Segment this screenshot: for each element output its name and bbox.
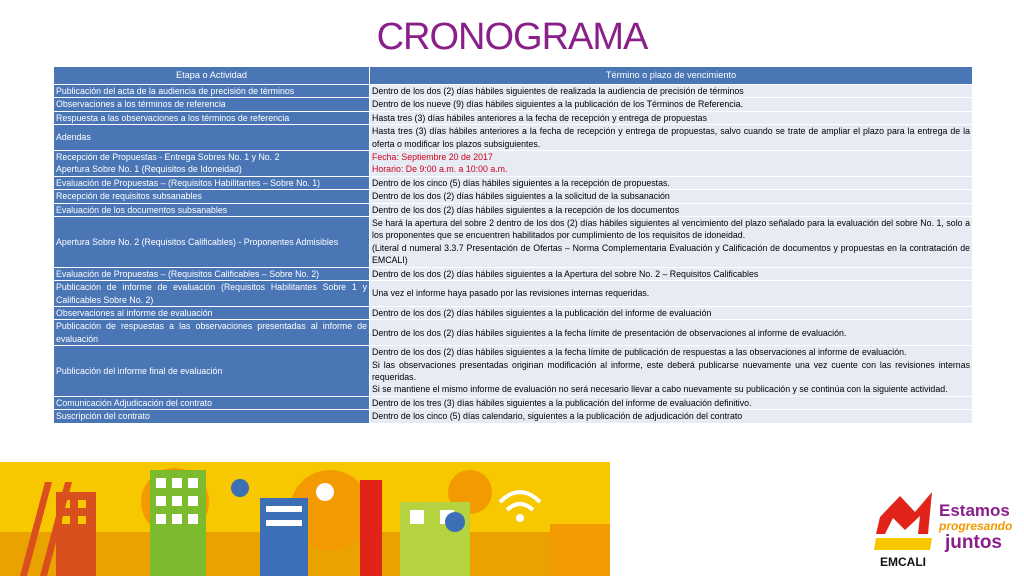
activity-text: Evaluación de Propuestas – (Requisitos Habilitantes – Sobre No. 1) bbox=[56, 177, 321, 188]
tagline-line3: juntos bbox=[945, 532, 1002, 553]
activity-text: Publicación de informe de evaluación (Requisitos Habilitantes Sobre 1 y Calificables Sobre No. 2) bbox=[56, 282, 367, 305]
table-row bbox=[54, 85, 973, 98]
footer-illustration bbox=[0, 462, 1024, 576]
term-text: Hasta tres (3) días hábiles anteriores a la fecha de recepción y entrega de propuestas bbox=[372, 112, 707, 123]
term-text: (Literal d numeral 3.3.7 Presentación de Ofertas – Norma Complementaria Evaluación y Calificación de documentos y propuestas en la contratación de EMCALI) bbox=[372, 242, 970, 266]
activity-text: Adendas bbox=[56, 132, 91, 143]
term-cell bbox=[370, 396, 973, 409]
page-title: CRONOGRAMA bbox=[376, 16, 648, 58]
table-row bbox=[54, 267, 973, 280]
activity-text: Publicación del acta de la audiencia de precisión de términos bbox=[56, 86, 295, 96]
term-cell bbox=[370, 85, 973, 98]
activity-cell bbox=[54, 111, 370, 124]
term-cell bbox=[370, 281, 973, 307]
activity-cell bbox=[54, 281, 370, 307]
term-text: Dentro de los dos (2) días hábiles siguientes a la Apertura del sobre No. 2 – Requisitos Calificables bbox=[372, 268, 759, 279]
activity-text: Recepción de Propuestas - Entrega Sobres No. 1 y No. 2 bbox=[56, 152, 280, 163]
logo-text: EMCALI bbox=[880, 555, 926, 569]
term-cell bbox=[370, 98, 973, 111]
term-text: Dentro de los cinco (5) días calendario, siguientes a la publicación de adjudicación del contrato bbox=[372, 411, 743, 422]
table-row bbox=[54, 203, 973, 216]
term-text: Dentro de los dos (2) días hábiles siguientes a la fecha límite de publicación de respuestas a las observaciones al informe de evaluación. bbox=[372, 347, 907, 358]
term-text: Dentro de los dos (2) días hábiles siguientes a la solicitud de la subsanación bbox=[372, 191, 670, 202]
term-text: Dentro de los dos (2) días hábiles siguientes a la recepción de los documentos bbox=[372, 204, 680, 215]
term-cell bbox=[370, 320, 973, 346]
term-text: Si se mantiene el mismo informe de evaluación no será necesario llevar a cabo nuevamente su publicación y se continúa con la siguiente actividad. bbox=[372, 384, 948, 395]
term-cell bbox=[370, 125, 973, 151]
activity-cell bbox=[54, 346, 370, 397]
term-text: Si las observaciones presentadas originan modificación al informe, este deberá publicarse nuevamente una vez cuente con las revisiones internas requeridas. bbox=[372, 359, 970, 382]
activity-text: Apertura Sobre No. 2 (Requisitos Calificables) - Proponentes Admisibles bbox=[56, 236, 339, 247]
table-row bbox=[54, 320, 973, 346]
table-row bbox=[54, 190, 973, 203]
activity-cell bbox=[54, 85, 370, 98]
term-cell bbox=[370, 306, 973, 319]
term-cell bbox=[370, 190, 973, 203]
table-row bbox=[54, 98, 973, 111]
activity-cell bbox=[54, 151, 370, 177]
activity-cell bbox=[54, 267, 370, 280]
term-cell bbox=[370, 203, 973, 216]
term-text: Dentro de los dos (2) días hábiles siguientes a la fecha límite de presentación de observaciones al informe de evaluación. bbox=[372, 327, 847, 338]
table-row bbox=[54, 410, 973, 423]
table-row bbox=[54, 151, 973, 177]
term-cell bbox=[370, 217, 973, 268]
activity-cell bbox=[54, 98, 370, 111]
activity-text: Comunicación Adjudicación del contrato bbox=[56, 397, 212, 408]
table-row bbox=[54, 396, 973, 409]
term-cell bbox=[370, 176, 973, 189]
activity-cell bbox=[54, 396, 370, 409]
activity-text: Evaluación de Propuestas – (Requisitos Calificables – Sobre No. 2) bbox=[56, 268, 320, 279]
table-row bbox=[54, 306, 973, 319]
term-text: Dentro de los dos (2) días hábiles siguientes a la publicación del informe de evaluación bbox=[372, 307, 712, 318]
table-header-row bbox=[54, 67, 973, 85]
term-text: Horario: De 9:00 a.m. a 10:00 a.m. bbox=[372, 164, 508, 175]
activity-text: Observaciones a los términos de referencia bbox=[56, 99, 226, 110]
term-cell bbox=[370, 111, 973, 124]
term-cell bbox=[370, 410, 973, 423]
activity-text: Apertura Sobre No. 1 (Requisitos de Idoneidad) bbox=[56, 164, 242, 175]
term-text: Se hará la apertura del sobre 2 dentro de los dos (2) días hábiles siguientes al vencimiento del plazo señalado para la evaluación del sobre No. 1, solo a los proponentes que se encuentren habilitados por cumplimiento de los requisitos de idoneidad. bbox=[372, 218, 970, 241]
activity-cell bbox=[54, 125, 370, 151]
table-row bbox=[54, 111, 973, 124]
activity-text: Recepción de requisitos subsanables bbox=[56, 191, 202, 202]
activity-text: Evaluación de los documentos subsanables bbox=[56, 204, 228, 215]
activity-text: Publicación de respuestas a las observaciones presentadas al informe de evaluación bbox=[56, 321, 367, 344]
term-text: Una vez el informe haya pasado por las revisiones internas requeridas. bbox=[372, 288, 650, 299]
term-text: Dentro de los dos (2) días hábiles siguientes de realizada la audiencia de precisión de términos bbox=[372, 86, 744, 96]
tagline-line1: Estamos bbox=[939, 501, 1010, 520]
activity-cell bbox=[54, 217, 370, 268]
table-row bbox=[54, 346, 973, 397]
table-row bbox=[54, 176, 973, 189]
header-activity: Etapa o Actividad bbox=[54, 67, 370, 85]
table-row bbox=[54, 125, 973, 151]
activity-text: Suscripción del contrato bbox=[56, 411, 150, 422]
table-row bbox=[54, 281, 973, 307]
term-cell bbox=[370, 151, 973, 177]
activity-cell bbox=[54, 320, 370, 346]
tagline-line2: progresando bbox=[939, 519, 1013, 533]
activity-cell bbox=[54, 410, 370, 423]
term-text: Hasta tres (3) días hábiles anteriores a la fecha de recepción y entrega de propuestas, salvo cuando se trate de ampliar el plazo para la entrega de la oferta o modificar los plazos subsiguientes. bbox=[372, 126, 970, 149]
term-text: Fecha: Septiembre 20 de 2017 bbox=[372, 152, 493, 163]
activity-cell bbox=[54, 176, 370, 189]
activity-text: Respuesta a las observaciones a los términos de referencia bbox=[56, 112, 290, 123]
term-text: Dentro de los nueve (9) días hábiles siguientes a la publicación de los Términos de Referencia. bbox=[372, 99, 743, 110]
schedule-table bbox=[53, 66, 973, 424]
activity-cell bbox=[54, 306, 370, 319]
activity-text: Publicación del informe final de evaluación bbox=[56, 365, 223, 376]
tagline bbox=[938, 501, 1012, 553]
term-text: Dentro de los tres (3) días hábiles siguientes a la publicación del informe de evaluación definitivo. bbox=[372, 397, 752, 408]
term-cell bbox=[370, 267, 973, 280]
activity-text: Observaciones al informe de evaluación bbox=[56, 307, 213, 318]
activity-cell bbox=[54, 203, 370, 216]
city-illustration bbox=[0, 462, 610, 576]
table-row bbox=[54, 217, 973, 268]
term-text: Dentro de los cinco (5) días hábiles siguientes a la recepción de propuestas. bbox=[372, 177, 670, 188]
activity-cell bbox=[54, 190, 370, 203]
header-term: Término o plazo de vencimiento bbox=[370, 67, 973, 85]
term-cell bbox=[370, 346, 973, 397]
